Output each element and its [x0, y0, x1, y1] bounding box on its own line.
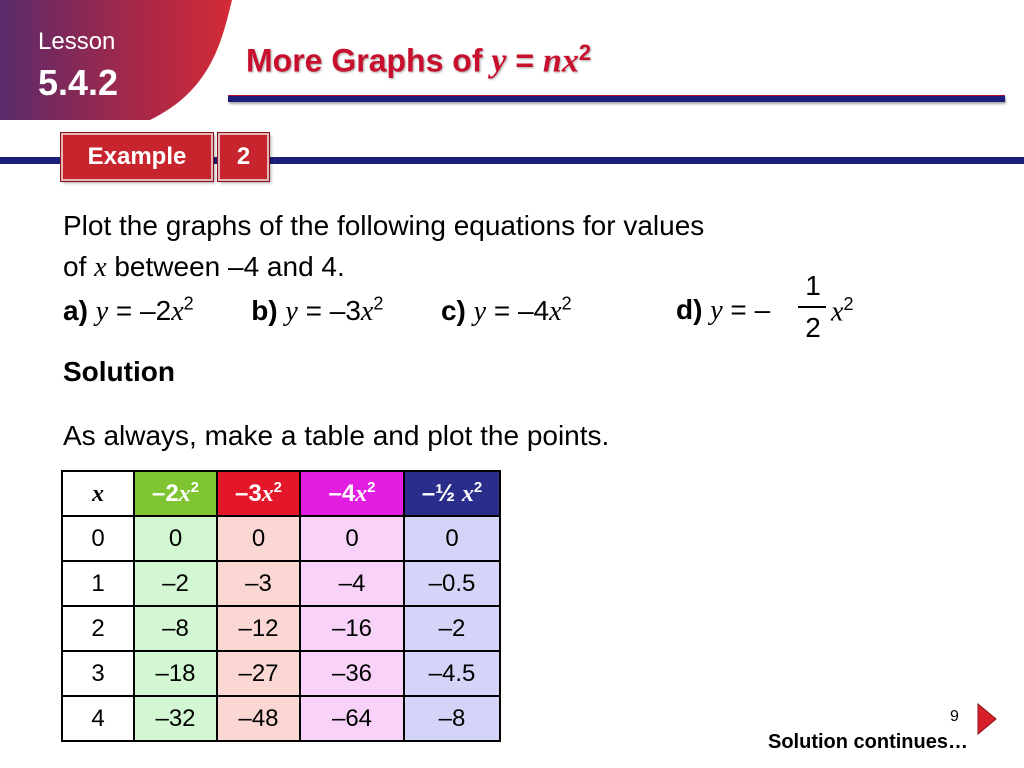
header-neg4x2 [300, 471, 404, 516]
title-var-y: y [491, 42, 507, 80]
table-cell: –2 [134, 561, 217, 606]
header-var: x [178, 481, 191, 507]
solution-intro: As always, make a table and plot the points. [63, 420, 610, 451]
fraction-bar [798, 306, 826, 308]
equation-var-y: y [285, 296, 298, 328]
table-cell: –8 [404, 696, 500, 741]
table-cell: –32 [134, 696, 217, 741]
table-cell: –18 [134, 651, 217, 696]
header-var: x [355, 481, 368, 507]
table-cell: 0 [62, 516, 134, 561]
title-var-nx: nx [542, 42, 579, 80]
header-exp: 2 [473, 479, 483, 496]
equation-c [441, 295, 572, 326]
table-cell: –0.5 [404, 561, 500, 606]
title-underline-accent [228, 95, 1005, 96]
equation-label: a) [63, 295, 88, 327]
equation-var-x: x [831, 296, 844, 328]
equation-var-x: x [360, 296, 374, 328]
header-exp: 2 [273, 479, 283, 496]
table-cell: –64 [300, 696, 404, 741]
table-cell: –12 [217, 606, 300, 651]
equation-d [676, 294, 770, 327]
equation-var-y: y [473, 296, 487, 328]
header-neghalfx2 [404, 471, 500, 516]
equation-var-x: x [171, 296, 184, 328]
header-coef: –3 [234, 480, 262, 507]
table-cell: –2 [404, 606, 500, 651]
header-x-var: x [92, 480, 104, 507]
header-exp: 2 [190, 479, 200, 496]
equation-d-x [831, 294, 853, 328]
equation-var-y: y [710, 295, 723, 326]
values-table [61, 470, 501, 742]
table-cell: –16 [300, 606, 404, 651]
equation-var-x: x [549, 296, 562, 328]
equation-exponent: 2 [561, 294, 572, 314]
equation-exponent: 2 [373, 294, 384, 314]
lesson-number: 5.4.2 [38, 62, 119, 103]
equation-label: c) [440, 295, 466, 327]
table-cell: –3 [217, 561, 300, 606]
table-cell: 1 [62, 561, 134, 606]
equation-label: b) [251, 295, 278, 327]
header-neg3x2 [217, 471, 300, 516]
header-neg2x2 [134, 471, 217, 516]
table-cell: –36 [300, 651, 404, 696]
table-cell: –4.5 [404, 651, 500, 696]
table-cell: –8 [134, 606, 217, 651]
table-row [62, 651, 500, 696]
header-coef: –2 [151, 480, 179, 507]
problem-line-1: Plot the graphs of the following equations for values [63, 210, 705, 241]
header-coef: –4 [328, 480, 356, 507]
header-x [62, 471, 134, 516]
title-equals: = [506, 42, 543, 79]
problem-of: of [63, 251, 95, 282]
title-exponent: 2 [578, 40, 592, 65]
title-prefix: More Graphs of [246, 42, 492, 79]
problem-line-2 [63, 251, 345, 284]
table-row [62, 696, 500, 741]
header-var: x [261, 481, 274, 507]
table-cell: –27 [217, 651, 300, 696]
solution-heading: Solution [63, 356, 175, 387]
title-underline [228, 95, 1005, 102]
page-title [246, 40, 591, 81]
equation-rhs: = – [722, 294, 771, 325]
fraction-numerator: 1 [805, 270, 821, 301]
table-cell: 0 [217, 516, 300, 561]
page-number: 9 [950, 708, 959, 725]
example-label: Example [61, 133, 213, 181]
equation-list [63, 294, 572, 328]
table-cell: –48 [217, 696, 300, 741]
equation-a [63, 295, 194, 326]
header-coef: –½ [421, 480, 462, 507]
header-var: x [461, 481, 474, 507]
header-exp: 2 [367, 479, 376, 496]
example-number: 2 [218, 133, 269, 181]
table-cell: 0 [404, 516, 500, 561]
table-row [62, 516, 500, 561]
table-header-row [62, 471, 500, 516]
problem-range: between –4 and 4. [106, 251, 345, 282]
table-cell: 3 [62, 651, 134, 696]
equation-rhs: = –4 [486, 295, 550, 327]
equation-exponent: 2 [843, 294, 854, 314]
solution-continues-link[interactable]: Solution continues… [768, 731, 968, 753]
equation-label: d) [676, 294, 703, 325]
table-cell: –4 [300, 561, 404, 606]
table-cell: 2 [62, 606, 134, 651]
table-cell: 0 [300, 516, 404, 561]
equation-rhs: = –3 [297, 295, 361, 327]
lesson-label: Lesson [38, 28, 116, 55]
table-cell: 0 [134, 516, 217, 561]
problem-var-x: x [94, 252, 107, 283]
table-row [62, 606, 500, 651]
equation-var-y: y [95, 296, 109, 328]
equation-rhs: = –2 [108, 295, 172, 327]
table-cell: 4 [62, 696, 134, 741]
equation-exponent: 2 [183, 294, 194, 314]
equation-b [251, 295, 383, 326]
next-arrow-icon[interactable] [976, 702, 998, 736]
table-row [62, 561, 500, 606]
fraction-denominator: 2 [805, 312, 821, 343]
